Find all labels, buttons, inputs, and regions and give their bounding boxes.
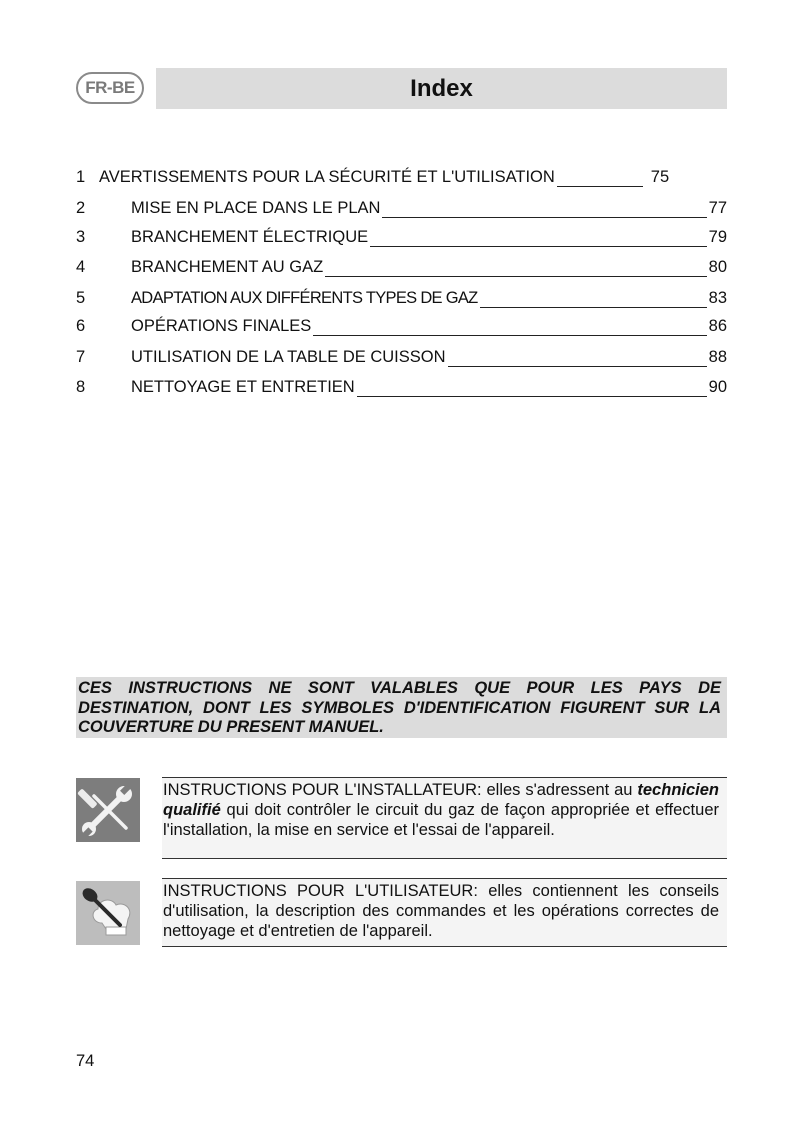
toc-leader-line: [382, 217, 706, 218]
user-instructions: [162, 878, 727, 947]
toc-item-title: ADAPTATION AUX DIFFÉRENTS TYPES DE GAZ: [131, 289, 478, 307]
installer-text-start: INSTRUCTIONS POUR L'INSTALLATEUR: elles s'adressent au: [163, 781, 638, 799]
toc-item[interactable]: [76, 258, 727, 282]
toc-item-number: 1: [76, 168, 86, 186]
destination-notice: CES INSTRUCTIONS NE SONT VALABLES QUE POUR LES PAYS DE DESTINATION, DONT LES SYMBOLES D'IDENTIFICATION FIGURENT SUR LA COUVERTURE DU PRESENT MANUEL.: [76, 677, 727, 738]
toc-leader-line: [370, 246, 706, 247]
toc-item-number: 7: [76, 348, 86, 366]
toc-item[interactable]: [76, 289, 727, 313]
toc-item[interactable]: [76, 199, 727, 223]
toc-item-title: NETTOYAGE ET ENTRETIEN: [131, 378, 355, 396]
toc-item[interactable]: [76, 378, 727, 402]
toc-leader-line: [325, 276, 706, 277]
toc-item-page: 79: [708, 228, 727, 246]
toc-item-number: 8: [76, 378, 86, 396]
toc-item[interactable]: [76, 317, 727, 341]
toc-item-number: 5: [76, 289, 86, 307]
toc-item-number: 4: [76, 258, 86, 276]
user-text: INSTRUCTIONS POUR L'UTILISATEUR: elles contiennent les conseils d'utilisation, la description des commandes et les opérations correctes de nettoyage et d'entretien de l'appareil.: [163, 882, 719, 940]
toc-item-number: 3: [76, 228, 86, 246]
toc-item-title: BRANCHEMENT ÉLECTRIQUE: [131, 228, 369, 246]
toc-item-title: OPÉRATIONS FINALES: [131, 317, 312, 335]
language-badge-label: FR-BE: [85, 78, 135, 97]
language-badge: [76, 72, 144, 104]
toc-leader-line: [480, 307, 707, 308]
toc-item-page: 88: [708, 348, 727, 366]
toc-item-number: 2: [76, 199, 86, 217]
page-title-bar: [156, 68, 727, 109]
toc-leader-line: [448, 366, 707, 367]
installer-text-emphasis: technicien qualifié: [163, 781, 719, 819]
toc-item-number: 6: [76, 317, 86, 335]
toc-leader-line: [313, 335, 706, 336]
toc-item[interactable]: [76, 348, 727, 372]
toc-item-page: 90: [708, 378, 727, 396]
toc-item-page: 80: [708, 258, 727, 276]
toc-leader-line: [357, 396, 707, 397]
toc-item-title: MISE EN PLACE DANS LE PLAN: [131, 199, 381, 217]
toc-item-title: AVERTISSEMENTS POUR LA SÉCURITÉ ET L'UTILISATION: [99, 168, 555, 186]
wrench-screwdriver-icon: [76, 778, 140, 842]
spoon-chef-hat-icon: [76, 881, 140, 945]
page-title: Index: [410, 74, 473, 102]
toc-item-page: 83: [708, 289, 727, 307]
toc-item-title: UTILISATION DE LA TABLE DE CUISSON: [131, 348, 446, 366]
installer-text-end: qui doit contrôler le circuit du gaz de façon appropriée et effectuer l'installation, la mise en service et l'essai de l'appareil.: [163, 801, 719, 839]
toc-leader-line: [557, 186, 643, 187]
toc-item-page: 86: [708, 317, 727, 335]
installer-instructions: [162, 777, 727, 859]
toc-item-page: 77: [708, 199, 727, 217]
toc-item-title: BRANCHEMENT AU GAZ: [131, 258, 324, 276]
toc-item-page: 75: [650, 168, 670, 186]
toc-item[interactable]: [76, 228, 727, 252]
page-number: 74: [76, 1052, 95, 1070]
toc-item[interactable]: [76, 168, 727, 192]
